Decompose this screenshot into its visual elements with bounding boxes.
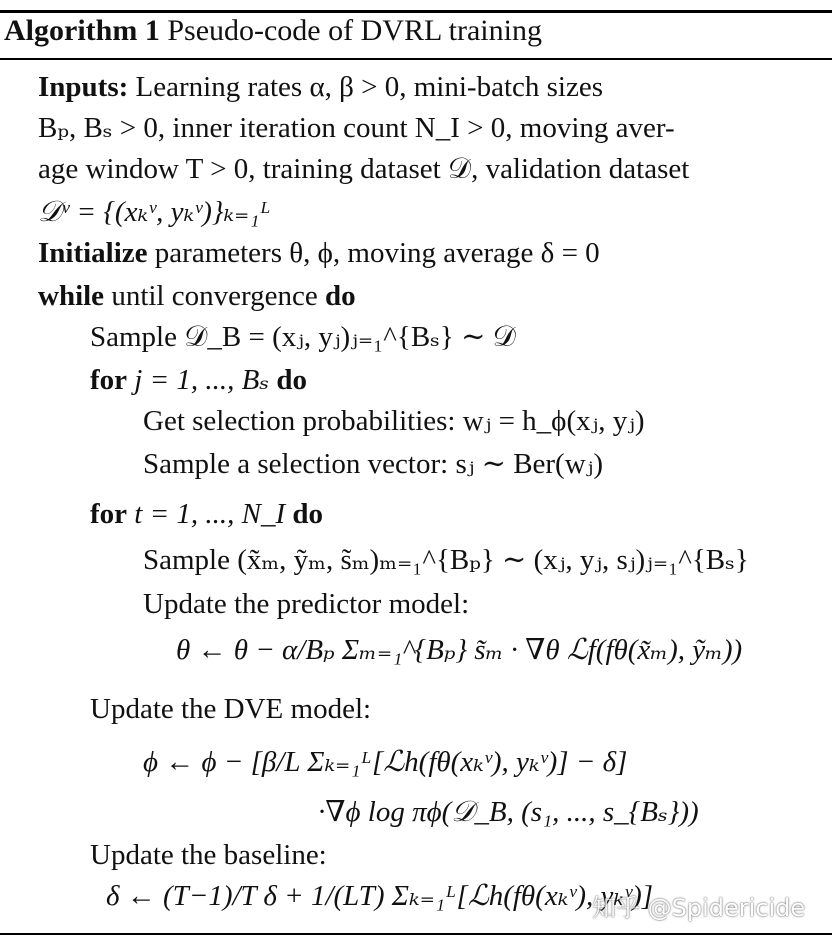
get-prob-line (143, 404, 645, 438)
initialize-keyword: Initialize (38, 237, 148, 269)
update-dve-equation-1 (143, 745, 627, 779)
update-base-line (90, 838, 327, 872)
inputs-line-1 (38, 70, 603, 104)
inputs-line-3 (38, 152, 689, 186)
watermark: 知乎 @Spidericide (592, 894, 806, 922)
algorithm-label: Algorithm 1 (4, 14, 160, 47)
top-rule (0, 10, 832, 13)
sample-mini-line (143, 543, 749, 577)
while-line (38, 279, 356, 313)
algorithm-title: Pseudo-code of DVRL training (167, 14, 542, 47)
for-j-do-keyword: do (276, 364, 308, 396)
update-dve-eq1: ϕ ← ϕ − [β/L Σₖ₌₁ᴸ[ℒh(fθ(xₖᵛ), yₖᵛ)] − δ] (143, 746, 628, 778)
update-base-eq: δ ← (T−1)/T δ + 1/(LT) Σₖ₌₁ᴸ[ℒh(fθ(xₖᵛ), yₖᵛ)] (106, 880, 654, 912)
inputs-keyword: Inputs: (38, 71, 129, 103)
initialize-text: parameters θ, ϕ, moving average δ = 0 (154, 237, 600, 269)
sample-vec-line (143, 447, 603, 481)
update-pred-equation (176, 633, 742, 667)
bottom-rule (0, 933, 832, 935)
sample-batch-line (90, 320, 516, 354)
while-keyword: while (38, 280, 105, 312)
for-t-line (90, 497, 323, 531)
for-t-do-keyword: do (292, 498, 324, 530)
for-t-keyword: for (90, 498, 128, 530)
for-j-keyword: for (90, 364, 128, 396)
initialize-line (38, 236, 600, 270)
inputs-text-4: 𝒟ᵛ = {(xₖᵛ, yₖᵛ)}ₖ₌₁ᴸ (38, 196, 272, 228)
sample-mini-text: Sample (x̃ₘ, ỹₘ, s̃ₘ)ₘ₌₁^{Bₚ} ∼ (xⱼ, yⱼ, sⱼ)ⱼ₌₁^{Bₛ} (143, 544, 749, 576)
update-dve-text: Update the DVE model: (90, 693, 372, 725)
for-j-line (90, 363, 307, 397)
for-t-range: t = 1, ..., N_I (134, 498, 286, 530)
caption-rule (0, 58, 832, 60)
inputs-text-1: Learning rates α, β > 0, mini-batch sizes (135, 71, 604, 103)
update-pred-line (143, 587, 469, 621)
update-base-text: Update the baseline: (90, 839, 327, 871)
inputs-line-4 (38, 195, 271, 229)
update-pred-text: Update the predictor model: (143, 588, 470, 620)
sample-batch-text: Sample 𝒟_B = (xⱼ, yⱼ)ⱼ₌₁^{Bₛ} ∼ 𝒟 (90, 321, 516, 353)
sample-vec-text: Sample a selection vector: sⱼ ∼ Ber(wⱼ) (143, 448, 603, 480)
algorithm-caption (4, 14, 542, 48)
update-base-equation (106, 879, 653, 913)
inputs-text-2: Bₚ, Bₛ > 0, inner iteration count N_I > 0, moving aver- (38, 112, 675, 144)
update-pred-eq: θ ← θ − α/Bₚ Σₘ₌₁^{Bₚ} s̃ₘ · ∇θ ℒf(fθ(x̃ₘ), ỹₘ)) (176, 634, 743, 666)
inputs-line-2 (38, 111, 675, 145)
while-do-keyword: do (324, 280, 356, 312)
update-dve-eq2: ·∇ϕ log πϕ(𝒟_B, (s₁, ..., s_{Bₛ})) (318, 796, 699, 828)
inputs-text-3: age window T > 0, training dataset 𝒟, validation dataset (38, 153, 690, 185)
while-condition: until convergence (111, 280, 318, 312)
for-j-range: j = 1, ..., Bₛ (134, 364, 270, 396)
update-dve-line (90, 692, 371, 726)
update-dve-equation-2 (318, 795, 699, 829)
get-prob-text: Get selection probabilities: wⱼ = h_ϕ(xⱼ, yⱼ) (143, 405, 645, 437)
